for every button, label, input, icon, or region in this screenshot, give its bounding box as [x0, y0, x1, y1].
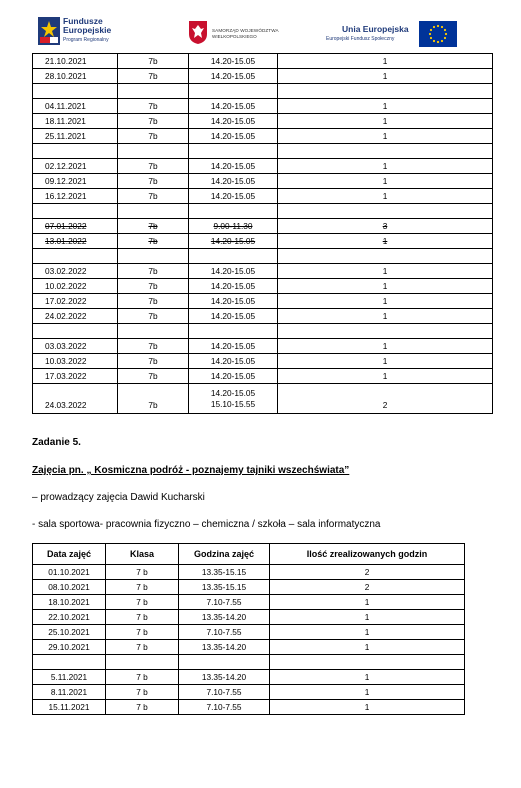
cell-date: 02.12.2021 — [33, 159, 118, 174]
table-row — [33, 159, 493, 174]
cell-class: 7b — [118, 129, 189, 144]
cell-class — [118, 324, 189, 339]
table-row — [33, 129, 493, 144]
table-row — [33, 264, 493, 279]
cell-time-line: 15.10-15.55 — [210, 398, 256, 409]
cell-hours: 1 — [278, 294, 493, 309]
zadanie-instructor: – prowadzący zajęcia Dawid Kucharski — [32, 492, 205, 503]
cell-hours: 1 — [270, 610, 465, 625]
fe-title-2: Europejskie — [63, 25, 112, 35]
table-row — [33, 384, 493, 414]
cell-hours: 1 — [278, 114, 493, 129]
cell-class: 7 b — [106, 640, 179, 655]
cell-hours — [278, 204, 493, 219]
cell-time — [189, 204, 278, 219]
cell-time: 14.20-15.05 — [189, 54, 278, 69]
cell-hours: 1 — [278, 174, 493, 189]
zadanie-rooms: - sala sportowa- pracownia fizyczno – chemiczna / szkoła – sala informatyczna — [32, 519, 381, 530]
cell-date: 10.03.2022 — [33, 354, 118, 369]
cell-hours: 1 — [278, 354, 493, 369]
cell-class: 7b — [118, 219, 189, 234]
cell-class: 7b — [118, 369, 189, 384]
cell-time: 14.20-15.05 — [189, 159, 278, 174]
cell-date: 18.11.2021 — [33, 114, 118, 129]
cell-time: 7.10-7.55 — [179, 685, 270, 700]
header-hours: Ilość zrealizowanych godzin — [270, 544, 465, 565]
cell-date — [33, 84, 118, 99]
cell-date: 5.11.2021 — [33, 670, 106, 685]
cell-class: 7b — [118, 54, 189, 69]
cell-hours: 1 — [278, 99, 493, 114]
cell-class: 7b — [118, 174, 189, 189]
cell-date: 8.11.2021 — [33, 685, 106, 700]
eu-flag-icon — [419, 21, 457, 47]
cell-class: 7b — [118, 384, 189, 414]
fe-star-icon — [38, 17, 60, 45]
cell-hours: 1 — [278, 339, 493, 354]
header-time: Godzina zajęć — [179, 544, 270, 565]
page-header — [0, 0, 521, 52]
cell-date: 29.10.2021 — [33, 640, 106, 655]
cell-class: 7 b — [106, 625, 179, 640]
cell-date: 01.10.2021 — [33, 565, 106, 580]
cell-date: 28.10.2021 — [33, 69, 118, 84]
cell-hours: 1 — [278, 279, 493, 294]
cell-class — [118, 144, 189, 159]
cell-time: 14.20-15.05 — [189, 174, 278, 189]
cell-class: 7 b — [106, 580, 179, 595]
cell-time: 13.35-14.20 — [179, 610, 270, 625]
cell-date: 25.11.2021 — [33, 129, 118, 144]
cell-hours: 1 — [278, 54, 493, 69]
cell-class — [118, 84, 189, 99]
cell-time: 14.20-15.05 — [189, 339, 278, 354]
cell-class: 7 b — [106, 685, 179, 700]
table-row — [33, 685, 465, 700]
cell-time: 14.20-15.05 — [189, 369, 278, 384]
cell-time: 13.35-15.15 — [179, 565, 270, 580]
cell-class: 7b — [118, 69, 189, 84]
cell-date: 07.01.2022 — [33, 219, 118, 234]
cell-hours: 1 — [278, 159, 493, 174]
cell-time: 14.20-15.05 — [189, 354, 278, 369]
cell-date: 24.02.2022 — [33, 309, 118, 324]
cell-class: 7b — [118, 339, 189, 354]
cell-time — [189, 144, 278, 159]
cell-time: 14.20-15.05 — [189, 309, 278, 324]
cell-time — [189, 384, 278, 414]
cell-hours: 1 — [270, 640, 465, 655]
table-header-row — [33, 544, 465, 565]
cell-date: 18.10.2021 — [33, 595, 106, 610]
cell-time: 13.35-15.15 — [179, 580, 270, 595]
table-row — [33, 234, 493, 249]
cell-time — [189, 84, 278, 99]
cell-class: 7b — [118, 264, 189, 279]
cell-date: 24.03.2022 — [33, 384, 118, 414]
cell-hours: 3 — [278, 219, 493, 234]
cell-class: 7 b — [106, 595, 179, 610]
cell-date — [33, 144, 118, 159]
cell-class — [118, 204, 189, 219]
cell-time: 14.20-15.05 — [189, 264, 278, 279]
cell-class: 7 b — [106, 565, 179, 580]
cell-class: 7 b — [106, 700, 179, 715]
cell-hours: 1 — [278, 369, 493, 384]
cell-time: 14.20-15.05 — [189, 99, 278, 114]
table-spacer-row — [33, 144, 493, 159]
table-row — [33, 670, 465, 685]
table-row — [33, 219, 493, 234]
unia-europejska-logo — [326, 20, 461, 50]
cell-hours — [278, 249, 493, 264]
cell-date — [33, 655, 106, 670]
table-row — [33, 99, 493, 114]
table-row — [33, 279, 493, 294]
eagle-crest-icon — [188, 20, 208, 45]
table-row — [33, 625, 465, 640]
table-row — [33, 309, 493, 324]
cell-class: 7 b — [106, 670, 179, 685]
cell-hours: 1 — [278, 69, 493, 84]
cell-hours — [270, 655, 465, 670]
cell-class: 7b — [118, 189, 189, 204]
table-spacer-row — [33, 204, 493, 219]
fe-title-1: Fundusze — [63, 16, 103, 26]
cell-time: 7.10-7.55 — [179, 700, 270, 715]
cell-date: 10.02.2022 — [33, 279, 118, 294]
cell-hours — [278, 144, 493, 159]
table-row — [33, 54, 493, 69]
table-row — [33, 69, 493, 84]
cell-time: 9.00-11.30 — [189, 219, 278, 234]
cell-date — [33, 324, 118, 339]
cell-hours: 1 — [270, 595, 465, 610]
cell-time — [189, 324, 278, 339]
table-row — [33, 640, 465, 655]
cell-date: 21.10.2021 — [33, 54, 118, 69]
zadanie-subtitle: Zajęcia pn. „ Kosmiczna podróż - poznajemy tajniki wszechświata” — [32, 465, 350, 476]
schedule-table-1 — [32, 53, 493, 414]
table-row — [33, 580, 465, 595]
cell-time: 14.20-15.05 — [189, 294, 278, 309]
cell-class: 7b — [118, 114, 189, 129]
cell-time — [179, 655, 270, 670]
cell-class: 7b — [118, 309, 189, 324]
cell-time: 7.10-7.55 — [179, 625, 270, 640]
schedule-table-2 — [32, 543, 465, 715]
cell-class — [118, 249, 189, 264]
table-spacer-row — [33, 84, 493, 99]
cell-time: 13.35-14.20 — [179, 640, 270, 655]
cell-date: 04.11.2021 — [33, 99, 118, 114]
table-row — [33, 294, 493, 309]
cell-date: 09.12.2021 — [33, 174, 118, 189]
cell-time: 7.10-7.55 — [179, 595, 270, 610]
table-row — [33, 189, 493, 204]
cell-date: 17.03.2022 — [33, 369, 118, 384]
table-row — [33, 174, 493, 189]
wlkp-line-1: SAMORZĄD WOJEWÓDZTWA — [212, 28, 279, 33]
cell-time: 14.20-15.05 — [189, 69, 278, 84]
table-row — [33, 565, 465, 580]
cell-class: 7b — [118, 159, 189, 174]
cell-class: 7 b — [106, 610, 179, 625]
cell-time: 13.35-14.20 — [179, 670, 270, 685]
table-row — [33, 700, 465, 715]
cell-date: 16.12.2021 — [33, 189, 118, 204]
zadanie-title: Zadanie 5. — [32, 437, 81, 448]
cell-hours: 2 — [278, 384, 493, 414]
cell-time: 14.20-15.05 — [189, 189, 278, 204]
cell-hours — [278, 84, 493, 99]
cell-class: 7b — [118, 234, 189, 249]
wielkopolska-logo — [188, 20, 288, 50]
cell-hours: 1 — [270, 670, 465, 685]
table-row — [33, 114, 493, 129]
cell-date: 22.10.2021 — [33, 610, 106, 625]
fundusze-europejskie-logo — [38, 15, 156, 49]
cell-class: 7b — [118, 354, 189, 369]
cell-hours: 1 — [278, 309, 493, 324]
cell-time: 14.20-15.05 — [189, 129, 278, 144]
cell-time: 14.20-15.05 — [189, 114, 278, 129]
cell-time-line: 14.20-15.05 — [210, 387, 256, 398]
cell-date: 25.10.2021 — [33, 625, 106, 640]
cell-hours: 1 — [270, 625, 465, 640]
cell-hours: 2 — [270, 565, 465, 580]
header-date: Data zajęć — [33, 544, 106, 565]
cell-date: 03.03.2022 — [33, 339, 118, 354]
table-spacer-row — [33, 655, 465, 670]
cell-class: 7b — [118, 279, 189, 294]
cell-class: 7b — [118, 99, 189, 114]
fe-subtitle: Program Regionalny — [63, 37, 109, 43]
header-class: Klasa — [106, 544, 179, 565]
cell-date: 15.11.2021 — [33, 700, 106, 715]
cell-time: 14.20-15.05 — [189, 234, 278, 249]
table-row — [33, 339, 493, 354]
cell-date: 13.01.2022 — [33, 234, 118, 249]
cell-hours: 1 — [270, 700, 465, 715]
cell-class — [106, 655, 179, 670]
cell-hours — [278, 324, 493, 339]
cell-time — [189, 249, 278, 264]
cell-hours: 1 — [278, 264, 493, 279]
cell-date — [33, 249, 118, 264]
table-row — [33, 369, 493, 384]
cell-date: 08.10.2021 — [33, 580, 106, 595]
table-spacer-row — [33, 324, 493, 339]
table-row — [33, 354, 493, 369]
cell-hours: 1 — [278, 129, 493, 144]
ue-subtitle: Europejski Fundusz Społeczny — [326, 36, 395, 42]
cell-date: 03.02.2022 — [33, 264, 118, 279]
wlkp-line-2: WIELKOPOLSKIEGO — [212, 34, 257, 39]
cell-hours: 1 — [270, 685, 465, 700]
cell-hours: 2 — [270, 580, 465, 595]
cell-date — [33, 204, 118, 219]
table-row — [33, 595, 465, 610]
table-spacer-row — [33, 249, 493, 264]
table-row — [33, 610, 465, 625]
cell-class: 7b — [118, 294, 189, 309]
ue-title: Unia Europejska — [342, 24, 409, 34]
cell-hours: 1 — [278, 234, 493, 249]
cell-date: 17.02.2022 — [33, 294, 118, 309]
cell-time: 14.20-15.05 — [189, 279, 278, 294]
cell-hours: 1 — [278, 189, 493, 204]
